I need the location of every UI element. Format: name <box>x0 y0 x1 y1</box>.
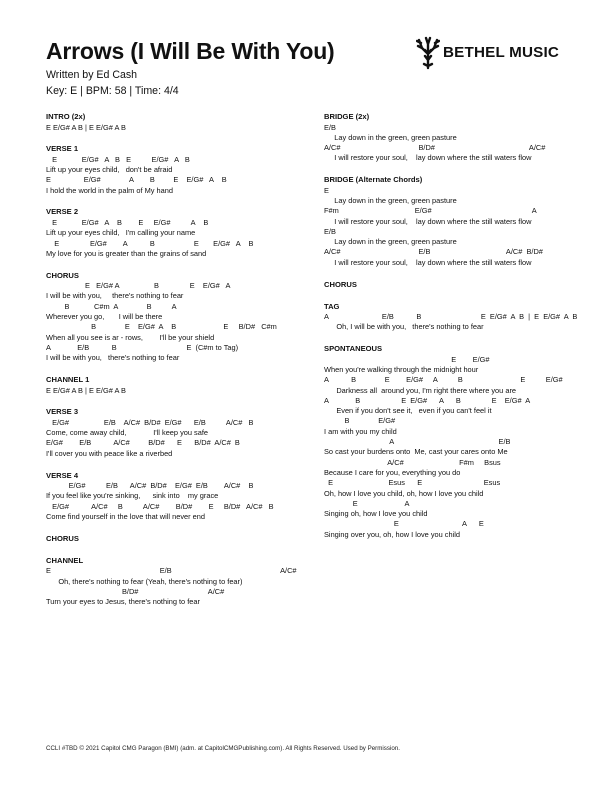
right-column <box>324 112 578 552</box>
section-line: Because I care for you, everything you do <box>324 467 461 477</box>
section-line: I will be with you, there's nothing to fear <box>46 353 180 363</box>
section-line: Lift up your eyes child, I'm calling your name <box>46 228 196 238</box>
section-line: I will restore your soul, lay down where the still waters flow <box>324 257 532 267</box>
section-line: B C#m A B A <box>46 301 177 311</box>
section-title: BRIDGE (2x) <box>324 112 370 121</box>
section-line: A B E E/G# A B E E/G# <box>324 375 563 385</box>
section-line: E E/B A/C# <box>46 566 297 576</box>
song-section <box>46 471 316 523</box>
deer-antler-icon <box>416 30 440 70</box>
left-column <box>46 112 316 619</box>
section-line: Singing oh, how I love you child <box>324 509 428 519</box>
section-title: VERSE 2 <box>46 207 79 217</box>
section-line: When all you see is ar - rows, I'll be your shield <box>46 332 215 342</box>
song-section <box>324 175 574 268</box>
section-line: B E/G# <box>324 416 396 426</box>
section-line: E E/G# A B E E/G# A <box>46 281 231 291</box>
song-writer: Written by Ed Cash <box>46 69 138 81</box>
song-section <box>324 112 574 164</box>
section-line: Darkness all around you, I'm right there where you are <box>324 385 517 395</box>
song-section <box>46 112 316 133</box>
section-line: A B E E/G# A B E E/G# A <box>324 395 531 405</box>
section-line: Oh, how I love you child, oh, how I love you child <box>324 488 484 498</box>
section-title: CHANNEL 1 <box>46 375 90 385</box>
section-line: Turn your eyes to Jesus, there's nothing to fear <box>46 597 200 607</box>
section-line: E E/G# A B E E/G# A B <box>46 238 254 248</box>
section-line: Oh, I will be with you, there's nothing to fear <box>324 322 484 332</box>
section-line: Singing over you, oh, how I love you child <box>324 529 460 539</box>
song-section <box>46 271 316 364</box>
song-section <box>46 144 316 196</box>
section-line: E E/G# <box>324 354 490 364</box>
section-line: I hold the world in the palm of My hand <box>46 185 173 195</box>
section-line: A/C# B/D# A/C# <box>324 143 546 153</box>
section-line: A/C# E/B A/C# B/D# <box>324 247 543 257</box>
section-title: CHORUS <box>46 533 79 543</box>
section-line: E E/G# A B E E/G# A B <box>46 217 209 227</box>
copyright-footer: CCLI #TBD © 2021 Capitol CMG Paragon (BMI) (adm. at CapitolCMGPublishing.com). All Rights Reserved. Used by Permission. <box>46 745 400 752</box>
section-line: I'll cover you with peace like a riverbed <box>46 448 173 458</box>
section-title: VERSE 4 <box>46 470 79 480</box>
song-section <box>46 407 316 459</box>
section-title: BRIDGE (Alternate Chords) <box>324 175 423 185</box>
section-line: E E/G# A B E E/G# A B <box>46 154 190 164</box>
section-line: E <box>324 185 329 195</box>
song-section <box>46 375 316 396</box>
section-line: E/G# E/B A/C# B/D# E B/D# A/C# B <box>46 438 240 448</box>
section-line: E A <box>324 498 410 508</box>
section-line: B E E/G# A B E B/D# C#m <box>46 322 277 332</box>
section-title: CHANNEL <box>46 555 84 565</box>
section-line: F#m E/G# A <box>324 206 537 216</box>
section-line: E/G# A/C# B A/C# B/D# E B/D# A/C# B <box>46 501 274 511</box>
section-line: E/B <box>324 122 336 132</box>
song-section <box>46 534 316 545</box>
section-line: I will restore your soul, lay down where the still waters flow <box>324 216 532 226</box>
section-title: INTRO (2x) <box>46 112 86 121</box>
section-title: VERSE 1 <box>46 144 79 154</box>
section-line: Lay down in the green, green pasture <box>324 195 457 205</box>
section-title: CHORUS <box>46 270 79 280</box>
section-line: E E/G# A B | E E/G# A B <box>46 122 126 132</box>
section-line: E Esus E Esus <box>324 478 501 488</box>
section-line: Even if you don't see it, even if you can't feel it <box>324 406 492 416</box>
section-line: I will be with you, there's nothing to fear <box>46 291 184 301</box>
section-line: E E/G# A B E E/G# A B <box>46 175 227 185</box>
section-line: Oh, there's nothing to fear (Yeah, there's nothing to fear) <box>46 576 243 586</box>
song-section <box>324 344 574 540</box>
section-line: I am with you my child <box>324 426 397 436</box>
section-line: E/B <box>324 226 336 236</box>
song-section <box>324 280 574 291</box>
section-title: SPONTANEOUS <box>324 344 383 354</box>
section-line: A/C# F#m Bsus <box>324 457 501 467</box>
logo-wordmark: BETHEL MUSIC <box>443 44 560 61</box>
section-line: Come find yourself in the love that will never end <box>46 511 205 521</box>
section-title: CHORUS <box>324 279 357 289</box>
section-line: If you feel like you're sinking, sink into my grace <box>46 491 219 501</box>
song-section <box>46 207 316 259</box>
section-title: TAG <box>324 301 340 311</box>
section-line: Lift up your eyes child, don't be afraid <box>46 165 173 175</box>
section-line: A E/B B E (C#m to Tag) <box>46 342 239 352</box>
section-line: Lay down in the green, green pasture <box>324 237 457 247</box>
section-line: A E/B <box>324 437 511 447</box>
song-section <box>46 556 316 608</box>
section-line: Wherever you go, I will be there <box>46 312 163 322</box>
song-section <box>324 301 578 333</box>
bethel-music-logo <box>416 30 566 74</box>
section-line: E/G# E/B A/C# B/D# E/G# E/B A/C# B <box>46 481 254 491</box>
section-line: E E/G# A B | E E/G# A B <box>46 385 126 395</box>
section-line: E A E <box>324 519 484 529</box>
section-line: Come, come away child, I'll keep you safe <box>46 428 209 438</box>
section-line: E/G# E/B A/C# B/D# E/G# E/B A/C# B <box>46 417 254 427</box>
song-key-bpm-time: Key: E | BPM: 58 | Time: 4/4 <box>46 85 179 97</box>
section-line: When you're walking through the midnight hour <box>324 364 479 374</box>
section-line: B/D# A/C# <box>46 586 225 596</box>
section-title: VERSE 3 <box>46 407 79 417</box>
section-line: A E/B B E E/G# A B | E E/G# A B <box>324 312 578 322</box>
section-line: Lay down in the green, green pasture <box>324 132 457 142</box>
section-line: I will restore your soul, lay down where the still waters flow <box>324 153 532 163</box>
section-line: So cast your burdens onto Me, cast your cares onto Me <box>324 447 508 457</box>
section-line: My love for you is greater than the grains of sand <box>46 248 207 258</box>
song-title: Arrows (I Will Be With You) <box>46 38 335 64</box>
